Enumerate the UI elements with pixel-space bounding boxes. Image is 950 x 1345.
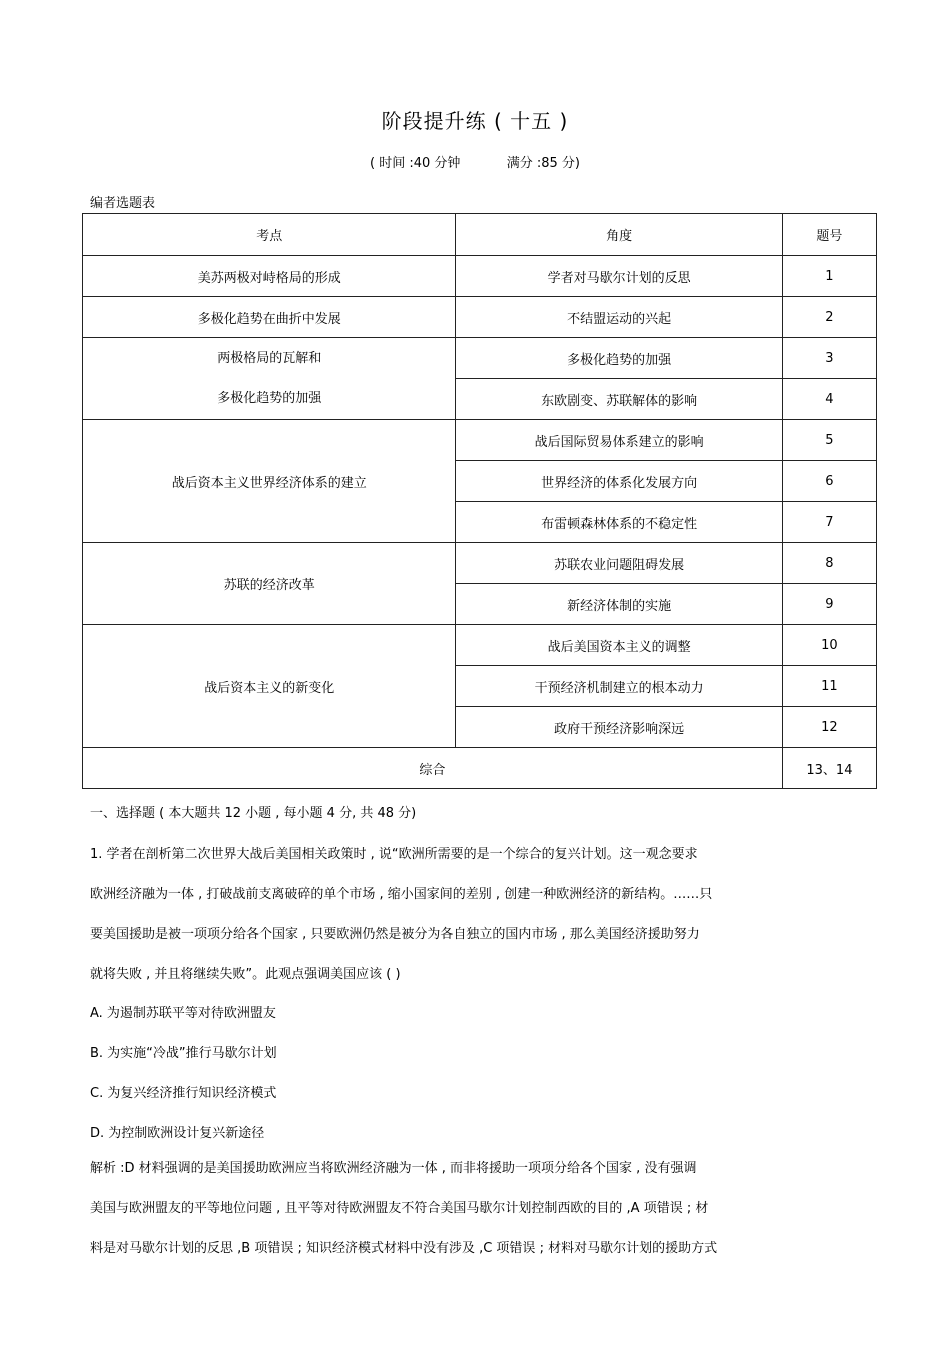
angle-cell: 政府干预经济影响深远 (456, 707, 782, 748)
analysis-line: 美国与欧洲盟友的平等地位问题 , 且平等对待欧洲盟友不符合美国马歇尔计划控制西欧的目的 ,A 项错误 ; 材 (90, 1201, 709, 1216)
table-row (83, 297, 877, 338)
question-1-text (90, 835, 860, 995)
question-line: 要美国援助是被一项项分给各个国家 , 只要欧洲仍然是被分为各自独立的国内市场 , 那么美国经济援助努力 (90, 927, 700, 942)
topic-cell: 战后资本主义世界经济体系的建立 (83, 420, 456, 543)
number-cell: 6 (782, 461, 876, 502)
option-b: B. 为实施“冷战”推行马歇尔计划 (90, 1046, 277, 1061)
topic-cell: 美苏两极对峙格局的形成 (83, 256, 456, 297)
number-cell: 5 (782, 420, 876, 461)
summary-label: 综合 (83, 748, 783, 789)
angle-cell: 不结盟运动的兴起 (456, 297, 782, 338)
angle-cell: 战后美国资本主义的调整 (456, 625, 782, 666)
analysis-line: 解析 :D 材料强调的是美国援助欧洲应当将欧洲经济融为一体 , 而非将援助一项项分给各个国家 , 没有强调 (90, 1161, 697, 1176)
section-heading: 一、选择题 ( 本大题共 12 小题 , 每小题 4 分, 共 48 分) (90, 806, 417, 821)
table-header-row (83, 214, 877, 256)
table-row (83, 420, 877, 461)
table-caption: 编者选题表 (90, 196, 156, 211)
number-cell: 3 (782, 338, 876, 379)
number-cell: 8 (782, 543, 876, 584)
number-cell: 11 (782, 666, 876, 707)
angle-cell: 新经济体制的实施 (456, 584, 782, 625)
angle-cell: 东欧剧变、苏联解体的影响 (456, 379, 782, 420)
full-score: 满分 :85 分) (506, 156, 580, 171)
topic-line: 多极化趋势的加强 (217, 390, 322, 406)
angle-cell: 苏联农业问题阻碍发展 (456, 543, 782, 584)
selection-table (82, 213, 877, 789)
number-cell: 9 (782, 584, 876, 625)
table-row (83, 256, 877, 297)
summary-row (83, 748, 877, 789)
summary-number: 13、14 (782, 748, 876, 789)
topic-cell: 战后资本主义的新变化 (83, 625, 456, 748)
table-row (83, 338, 877, 379)
option-d: D. 为控制欧洲设计复兴新途径 (90, 1126, 265, 1141)
option-c: C. 为复兴经济推行知识经济模式 (90, 1086, 277, 1101)
question-line: 欧洲经济融为一体 , 打破战前支离破碎的单个市场 , 缩小国家间的差别 , 创建一种欧洲经济的新结构。……只 (90, 887, 713, 902)
angle-cell: 布雷顿森林体系的不稳定性 (456, 502, 782, 543)
question-1-analysis (90, 1149, 860, 1269)
number-cell: 1 (782, 256, 876, 297)
number-cell: 10 (782, 625, 876, 666)
number-cell: 2 (782, 297, 876, 338)
number-cell: 12 (782, 707, 876, 748)
angle-cell: 战后国际贸易体系建立的影响 (456, 420, 782, 461)
question-line: 就将失败 , 并且将继续失败”。此观点强调美国应该 ( ) (90, 967, 401, 982)
table-row (83, 543, 877, 584)
question-line: 1. 学者在剖析第二次世界大战后美国相关政策时 , 说“欧洲所需要的是一个综合的复兴计划。这一观念要求 (90, 847, 698, 862)
analysis-line: 料是对马歇尔计划的反思 ,B 项错误 ; 知识经济模式材料中没有涉及 ,C 项错误 ; 材料对马歇尔计划的援助方式 (90, 1241, 718, 1256)
page-title: 阶段提升练 ( 十五 ) (381, 109, 569, 133)
angle-cell: 世界经济的体系化发展方向 (456, 461, 782, 502)
header-angle: 角度 (456, 214, 782, 256)
topic-cell: 苏联的经济改革 (83, 543, 456, 625)
topic-cell (83, 338, 456, 420)
angle-cell: 干预经济机制建立的根本动力 (456, 666, 782, 707)
header-topic: 考点 (83, 214, 456, 256)
angle-cell: 学者对马歇尔计划的反思 (456, 256, 782, 297)
table-row (83, 625, 877, 666)
topic-cell: 多极化趋势在曲折中发展 (83, 297, 456, 338)
number-cell: 4 (782, 379, 876, 420)
angle-cell: 多极化趋势的加强 (456, 338, 782, 379)
topic-line: 两极格局的瓦解和 (217, 350, 322, 366)
header-number: 题号 (782, 214, 876, 256)
option-a: A. 为遏制苏联平等对待欧洲盟友 (90, 1006, 276, 1021)
page-subtitle (0, 152, 950, 171)
time-limit: ( 时间 :40 分钟 (370, 156, 461, 171)
number-cell: 7 (782, 502, 876, 543)
